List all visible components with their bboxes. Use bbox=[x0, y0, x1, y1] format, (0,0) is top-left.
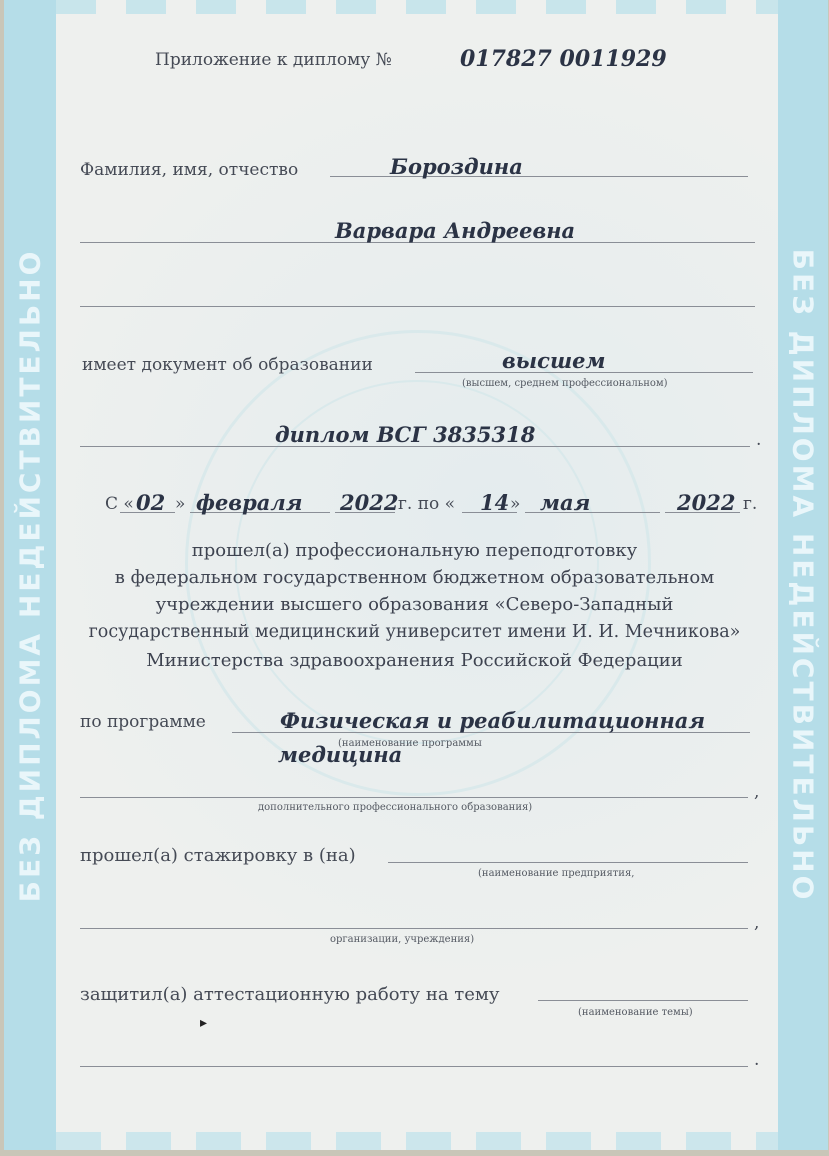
body-line-5: Министерства здравоохранения Российской Федерации bbox=[146, 650, 683, 671]
from-month-value: февраля bbox=[196, 490, 303, 515]
thesis-label: защитил(а) аттестационную работу на тему bbox=[80, 984, 500, 1005]
thesis-line-2 bbox=[80, 1066, 748, 1067]
name-patronymic-value: Варвара Андреевна bbox=[335, 218, 576, 243]
program-label: по программе bbox=[80, 712, 206, 732]
program-comma: , bbox=[754, 782, 760, 802]
top-ornament bbox=[56, 0, 778, 14]
period-mid-text: г. по « bbox=[398, 494, 456, 514]
education-level-caption: (высшем, среднем профессиональном) bbox=[462, 378, 668, 389]
body-line-4: государственный медицинский университет имени И. И. Мечникова» bbox=[88, 622, 741, 642]
from-year-value: 2022 bbox=[340, 490, 399, 515]
internship-caption-2: организации, учреждения) bbox=[330, 934, 475, 945]
body-line-2: в федеральном государственном бюджетном образовательном bbox=[114, 567, 715, 588]
period-quote-2: » bbox=[510, 494, 521, 514]
internship-comma: , bbox=[754, 913, 760, 933]
internship-label: прошел(а) стажировку в (на) bbox=[80, 845, 356, 866]
bottom-ornament bbox=[56, 1132, 778, 1150]
program-caption-1: (наименование программы bbox=[338, 738, 482, 749]
thesis-period: . bbox=[754, 1050, 760, 1070]
to-day-value: 14 bbox=[480, 490, 510, 515]
education-level-value: высшем bbox=[502, 348, 606, 373]
to-year-value: 2022 bbox=[677, 490, 736, 515]
appendix-label: Приложение к диплому № bbox=[155, 50, 392, 70]
internship-line-2 bbox=[80, 928, 748, 929]
program-caption-2: дополнительного профессионального образования) bbox=[258, 802, 533, 813]
fio-line-3 bbox=[80, 306, 755, 307]
program-line-2 bbox=[80, 797, 748, 798]
body-line-3: учреждении высшего образования «Северо-Западный bbox=[155, 594, 674, 615]
period-from-prefix: С « bbox=[105, 494, 134, 514]
program-value-line2: медицина bbox=[278, 742, 403, 767]
program-value-line1: Физическая и реабилитационная bbox=[280, 708, 706, 733]
ink-dot: ▸ bbox=[200, 1015, 208, 1031]
period-quote-1: » bbox=[175, 494, 186, 514]
internship-line-1 bbox=[388, 862, 748, 863]
internship-caption-1: (наименование предприятия, bbox=[478, 868, 635, 879]
from-day-value: 02 bbox=[136, 490, 166, 515]
thesis-caption: (наименование темы) bbox=[578, 1007, 693, 1018]
education-label: имеет документ об образовании bbox=[82, 355, 373, 375]
period-end-suffix: г. bbox=[743, 494, 758, 514]
body-line-1: прошел(а) профессиональную переподготовку bbox=[191, 540, 638, 561]
diploma-number: 017827 0011929 bbox=[460, 46, 667, 72]
left-strip-text: БЕЗ ДИПЛОМА НЕДЕЙСТВИТЕЛЬНО bbox=[13, 248, 47, 902]
to-month-value: мая bbox=[540, 490, 591, 515]
thesis-line-1 bbox=[538, 1000, 748, 1001]
fio-label: Фамилия, имя, отчество bbox=[80, 160, 299, 180]
right-strip-text: БЕЗ ДИПЛОМА НЕДЕЙСТВИТЕЛЬНО bbox=[786, 248, 820, 902]
education-document-value: диплом ВСГ 3835318 bbox=[275, 422, 536, 447]
education-doc-comma: . bbox=[756, 430, 762, 450]
surname-value: Бороздина bbox=[390, 154, 523, 179]
